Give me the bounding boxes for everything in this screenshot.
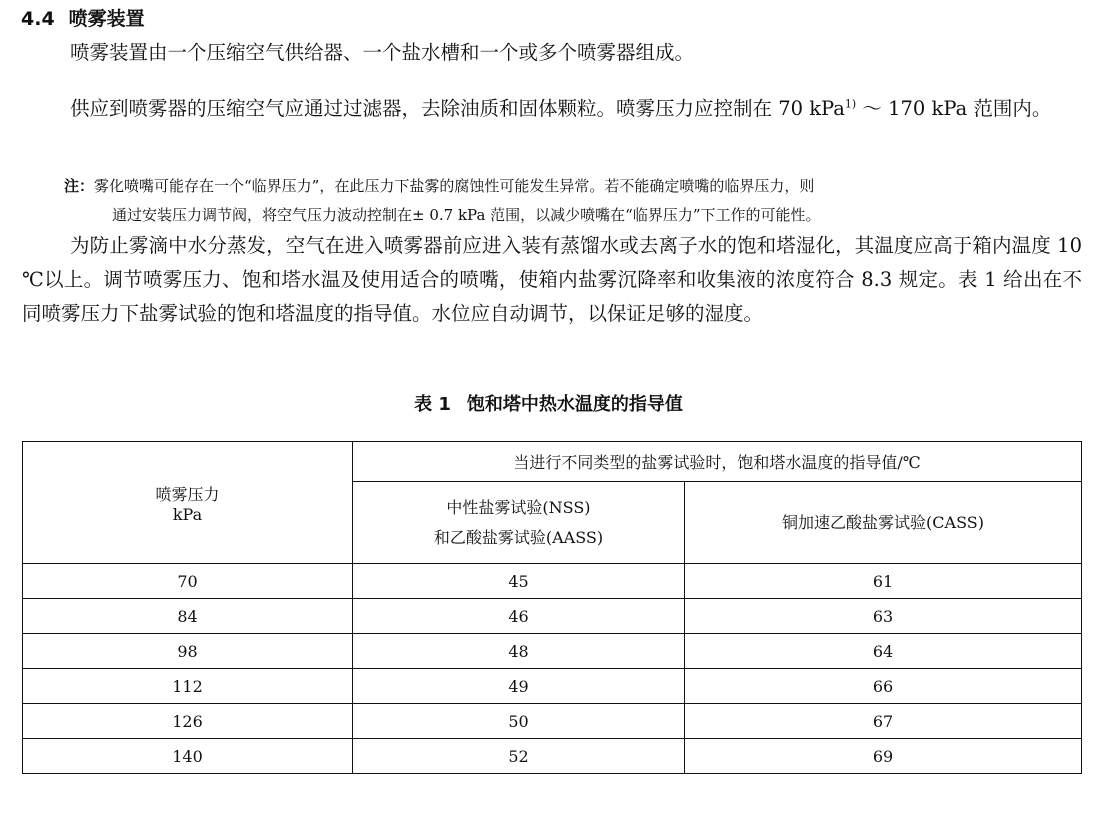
paragraph-2-text: 供应到喷雾器的压缩空气应通过过滤器，去除油质和固体颗粒。喷雾压力应控制在 70 kPa <box>70 97 845 120</box>
header-nss-line: 中性盐雾试验(NSS) <box>446 497 591 517</box>
table-row <box>23 704 1082 739</box>
table-row <box>23 634 1082 669</box>
section-heading <box>21 6 145 32</box>
table-row <box>23 739 1082 774</box>
cell-nss-aass: 48 <box>353 634 685 669</box>
cell-pressure: 140 <box>23 739 353 774</box>
cell-cass: 66 <box>685 669 1082 704</box>
cell-cass: 61 <box>685 564 1082 599</box>
paragraph-2-text-end: ～ 170 kPa 范围内。 <box>856 97 1052 120</box>
table-caption <box>0 392 1097 418</box>
note <box>64 172 1084 230</box>
guidance-table <box>22 441 1082 774</box>
section-number: 4.4 <box>21 8 55 30</box>
section-title: 喷雾装置 <box>68 8 145 30</box>
cell-pressure: 126 <box>23 704 353 739</box>
footnote-marker: 1) <box>844 97 857 111</box>
cell-nss-aass: 46 <box>353 599 685 634</box>
table-row <box>23 599 1082 634</box>
cell-nss-aass: 49 <box>353 669 685 704</box>
header-cass: 铜加速乙酸盐雾试验(CASS) <box>685 482 1082 564</box>
note-text-line-2: 通过安装压力调节阀，将空气压力波动控制在± 0.7 kPa 范围，以减少喷嘴在“临界压力”下工作的可能性。 <box>112 206 821 224</box>
header-group: 当进行不同类型的盐雾试验时，饱和塔水温度的指导值/℃ <box>353 442 1082 482</box>
header-aass-line: 和乙酸盐雾试验(AASS) <box>433 527 604 547</box>
cell-nss-aass: 52 <box>353 739 685 774</box>
paragraph-2 <box>22 92 1082 126</box>
cell-pressure: 98 <box>23 634 353 669</box>
table-row <box>23 669 1082 704</box>
table-label: 表 1 <box>414 394 451 415</box>
table-row <box>23 564 1082 599</box>
table-header-row <box>23 442 1082 482</box>
paragraph-1: 喷雾装置由一个压缩空气供给器、一个盐水槽和一个或多个喷雾器组成。 <box>70 41 695 64</box>
cell-pressure: 112 <box>23 669 353 704</box>
header-pressure <box>23 442 353 564</box>
header-pressure-unit: kPa <box>172 504 203 524</box>
note-text-line-1: 雾化喷嘴可能存在一个“临界压力”，在此压力下盐雾的腐蚀性可能发生异常。若不能确定喷嘴的临界压力，则 <box>94 177 815 195</box>
cell-cass: 67 <box>685 704 1082 739</box>
table-title: 饱和塔中热水温度的指导值 <box>466 394 683 415</box>
cell-nss-aass: 45 <box>353 564 685 599</box>
paragraph-3: 为防止雾滴中水分蒸发，空气在进入喷雾器前应进入装有蒸馏水或去离子水的饱和塔湿化，其温度应高于箱内温度 10 ℃以上。调节喷雾压力、饱和塔水温及使用适合的喷嘴，使箱内盐雾沉降率和收集液的浓度符合 8.3 规定。表 1 给出在不同喷雾压力下盐雾试验的饱和塔温度的指导值。水位应自动调节，以保证足够的湿度。 <box>22 234 1082 325</box>
cell-nss-aass: 50 <box>353 704 685 739</box>
cell-pressure: 70 <box>23 564 353 599</box>
note-label: 注： <box>64 177 95 195</box>
cell-cass: 64 <box>685 634 1082 669</box>
cell-cass: 69 <box>685 739 1082 774</box>
cell-cass: 63 <box>685 599 1082 634</box>
header-pressure-label: 喷雾压力 <box>155 484 220 504</box>
header-nss-aass <box>353 482 685 564</box>
cell-pressure: 84 <box>23 599 353 634</box>
